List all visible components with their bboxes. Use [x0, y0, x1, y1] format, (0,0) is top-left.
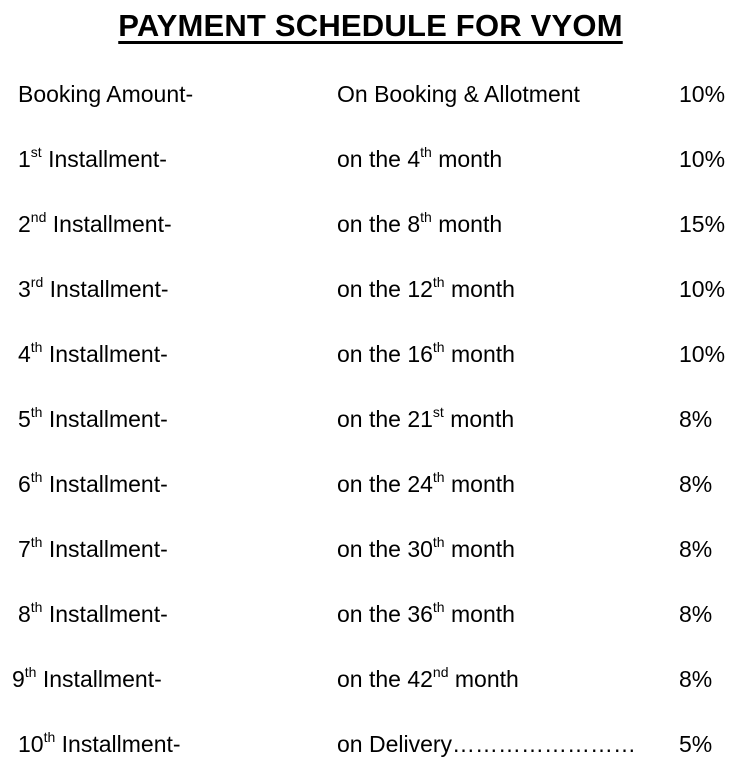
stage-number: 7 — [18, 536, 31, 562]
stage-text: Installment- — [42, 406, 168, 432]
due-timing — [337, 139, 502, 179]
schedule-row — [0, 204, 731, 244]
stage-text: Installment- — [42, 341, 168, 367]
stage-text: Installment- — [36, 666, 162, 692]
due-ordinal-suffix: th — [432, 339, 445, 355]
due-timing — [337, 334, 515, 374]
stage-text: Installment- — [55, 731, 181, 757]
stage-ordinal-suffix: th — [30, 404, 43, 420]
due-ordinal-suffix: nd — [432, 664, 449, 680]
stage-label — [18, 204, 172, 244]
stage-number: 5 — [18, 406, 31, 432]
schedule-row — [0, 74, 731, 114]
due-timing — [337, 204, 502, 244]
stage-text: Installment- — [42, 536, 168, 562]
due-timing-unit: month — [431, 211, 503, 237]
stage-number: 10 — [18, 731, 44, 757]
due-timing — [337, 399, 514, 439]
due-timing — [337, 464, 515, 504]
stage-number: 2 — [18, 211, 31, 237]
payment-percent: 8% — [679, 536, 713, 562]
stage-label — [18, 399, 168, 439]
stage-text: Installment- — [46, 211, 172, 237]
due-timing — [337, 594, 515, 634]
due-timing-text: on the 4 — [337, 146, 421, 172]
due-timing-text: on the 16 — [337, 341, 433, 367]
due-timing-unit: month — [448, 666, 519, 692]
stage-text: Installment- — [41, 146, 167, 172]
schedule-row — [0, 529, 731, 569]
payment-percent: 15% — [679, 211, 726, 237]
due-ordinal-suffix: th — [432, 274, 445, 290]
due-timing — [337, 269, 515, 309]
due-ordinal-suffix: th — [420, 209, 432, 225]
due-timing-text: on the 21 — [337, 406, 433, 432]
schedule-row — [0, 269, 731, 309]
payment-percent: 8% — [679, 601, 713, 627]
payment-percent: 8% — [679, 406, 713, 432]
due-timing-text: on the 8 — [337, 211, 421, 237]
due-timing-unit: month — [444, 341, 515, 367]
due-timing-unit: month — [431, 146, 503, 172]
payment-percent: 10% — [679, 276, 726, 302]
due-timing — [337, 659, 519, 699]
schedule-row — [0, 659, 731, 699]
due-timing — [337, 529, 515, 569]
stage-label — [18, 334, 168, 374]
stage-label — [18, 74, 193, 114]
due-timing-text: on the 30 — [337, 536, 433, 562]
stage-number: 1 — [18, 146, 31, 172]
stage-text: Installment- — [42, 601, 168, 627]
schedule-row — [0, 724, 731, 764]
stage-number: 8 — [18, 601, 31, 627]
stage-label — [12, 659, 162, 699]
due-timing — [337, 74, 580, 114]
stage-ordinal-suffix: st — [30, 144, 42, 160]
due-ordinal-suffix: th — [432, 599, 445, 615]
payment-percent: 10% — [679, 146, 726, 172]
due-ordinal-suffix: th — [432, 469, 445, 485]
stage-ordinal-suffix: th — [30, 469, 43, 485]
payment-percent: 10% — [679, 341, 726, 367]
due-timing-unit: month — [444, 536, 515, 562]
payment-percent: 8% — [679, 666, 713, 692]
due-ordinal-suffix: th — [432, 534, 445, 550]
due-ordinal-suffix: th — [420, 144, 432, 160]
schedule-row — [0, 139, 731, 179]
schedule-row — [0, 334, 731, 374]
stage-ordinal-suffix: th — [30, 339, 43, 355]
due-timing — [337, 724, 636, 764]
stage-label — [18, 139, 167, 179]
schedule-row — [0, 399, 731, 439]
stage-ordinal-suffix: th — [43, 729, 56, 745]
payment-percent: 10% — [679, 81, 726, 107]
due-timing-text: on the 12 — [337, 276, 433, 302]
due-timing-text: on Delivery…………………… — [337, 731, 637, 757]
stage-text: Installment- — [43, 276, 169, 302]
stage-number: 4 — [18, 341, 31, 367]
stage-ordinal-suffix: th — [30, 599, 43, 615]
stage-label — [18, 529, 168, 569]
due-ordinal-suffix: st — [432, 404, 444, 420]
stage-ordinal-suffix: rd — [30, 274, 44, 290]
due-timing-text: on the 24 — [337, 471, 433, 497]
due-timing-text: on the 42 — [337, 666, 433, 692]
schedule-row — [0, 464, 731, 504]
stage-ordinal-suffix: th — [30, 534, 43, 550]
stage-label — [18, 724, 181, 764]
due-timing-unit: month — [444, 471, 515, 497]
payment-percent: 5% — [679, 731, 713, 757]
due-timing-unit: month — [444, 276, 515, 302]
due-timing-text: on the 36 — [337, 601, 433, 627]
schedule-row — [0, 594, 731, 634]
stage-text: Installment- — [42, 471, 168, 497]
due-timing-text: On Booking & Allotment — [337, 81, 580, 107]
page-title: PAYMENT SCHEDULE FOR VYOM — [118, 8, 623, 43]
stage-ordinal-suffix: th — [24, 664, 37, 680]
stage-ordinal-suffix: nd — [30, 209, 47, 225]
payment-percent: 8% — [679, 471, 713, 497]
stage-text: Booking Amount- — [18, 81, 194, 107]
stage-number: 6 — [18, 471, 31, 497]
stage-label — [18, 269, 169, 309]
stage-label — [18, 464, 168, 504]
due-timing-unit: month — [444, 601, 515, 627]
stage-number: 9 — [12, 666, 25, 692]
stage-number: 3 — [18, 276, 31, 302]
due-timing-unit: month — [443, 406, 515, 432]
stage-label — [18, 594, 168, 634]
